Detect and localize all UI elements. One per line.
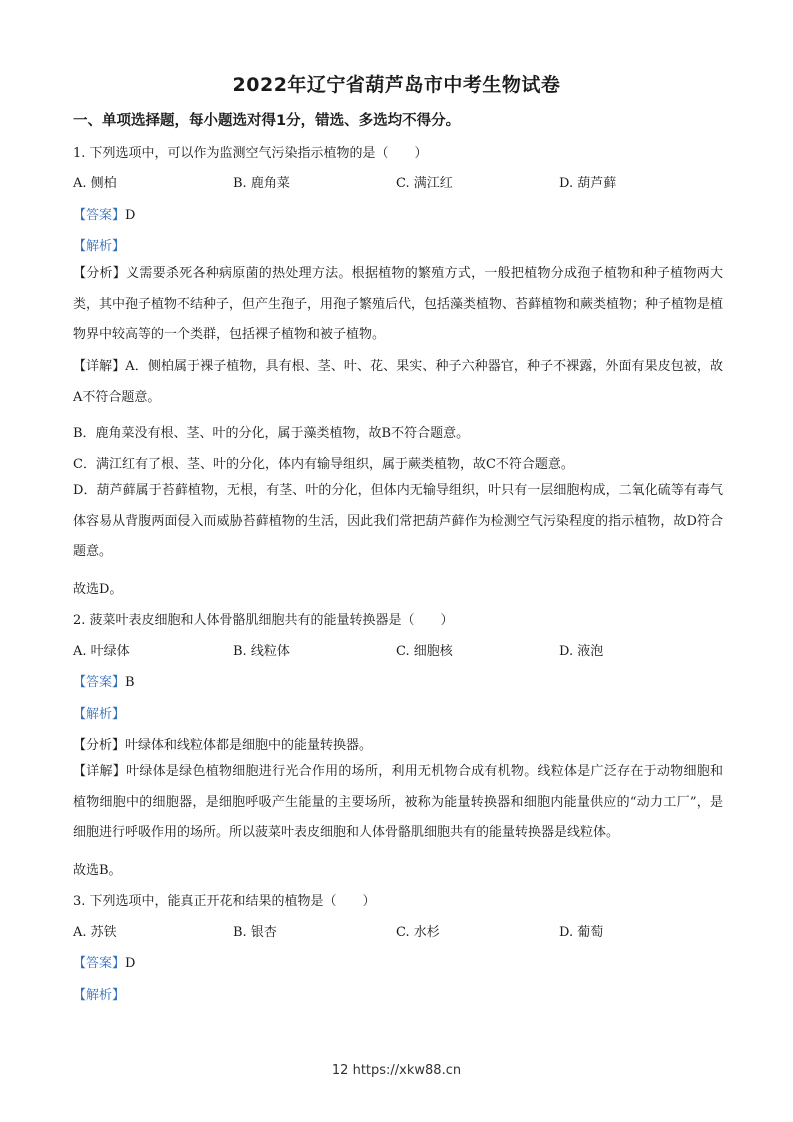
question-2-conclusion: 故选B。 — [73, 863, 122, 878]
question-1-xiangjie-a — [73, 352, 723, 413]
question-2-answer — [73, 671, 135, 690]
xiangjie-tag: 【详解】 — [73, 359, 126, 374]
option-d: D. 葡萄 — [559, 925, 604, 940]
answer-tag: 【答案】 — [73, 675, 126, 690]
xiangjie-tag: 【详解】 — [73, 764, 127, 779]
question-2-fenxi — [73, 734, 372, 753]
option-a: A. 叶绿体 — [73, 644, 130, 659]
question-1-answer — [73, 204, 135, 223]
option-a: A. 侧柏 — [73, 176, 117, 191]
question-1-options — [73, 172, 723, 192]
question-3-options — [73, 921, 723, 941]
option-d: D. 液泡 — [559, 644, 604, 659]
option-b: B. 银杏 — [233, 925, 277, 940]
option-c: C. 满江红 — [396, 176, 453, 191]
option-d: D. 葫芦藓 — [559, 176, 617, 191]
option-c: C. 水杉 — [396, 925, 440, 940]
answer-tag: 【答案】 — [73, 956, 126, 971]
question-3-stem: 3. 下列选项中，能真正开花和结果的植物是（ ） — [73, 894, 376, 909]
question-1-fenxi — [73, 259, 723, 351]
question-1-xiangjie-d: D．葫芦藓属于苔藓植物，无根，有茎、叶的分化，但体内无输导组织，叶只有一层细胞构成，二氧化硫等有毒气体容易从背腹两面侵入而威胁苔藓植物的生活，因此我们常把葫芦藓作为检测空气污染程度的指示植物，故D符合题意。 — [73, 483, 723, 559]
fenxi-tag: 【分析】 — [73, 738, 126, 753]
analysis-tag: 【解析】 — [73, 239, 126, 254]
question-3-analysis-tag — [73, 984, 125, 1003]
answer-value: D — [125, 208, 136, 223]
option-c: C. 细胞核 — [396, 644, 453, 659]
question-2-analysis-tag — [73, 703, 125, 722]
fenxi-tag: 【分析】 — [73, 266, 127, 281]
option-b: B. 鹿角菜 — [233, 176, 290, 191]
question-1-analysis-tag — [73, 235, 125, 254]
question-1-conclusion: 故选D。 — [73, 582, 123, 597]
xiangjie-text: 叶绿体是绿色植物细胞进行光合作用的场所，利用无机物合成有机物。线粒体是广泛存在于动物细胞和植物细胞中的细胞器，是细胞呼吸产生能量的主要场所，被称为能量转换器和细胞内能量供应的“动力工厂”，是细胞进行呼吸作用的场所。所以菠菜叶表皮细胞和人体骨骼肌细胞共有的能量转换器是线粒体。 — [73, 764, 723, 840]
question-2-xiangjie — [73, 757, 723, 849]
analysis-tag: 【解析】 — [73, 988, 126, 1003]
analysis-tag: 【解析】 — [73, 707, 126, 722]
question-2-stem: 2. 菠菜叶表皮细胞和人体骨骼肌细胞共有的能量转换器是（ ） — [73, 613, 454, 628]
question-1-xiangjie-b: B．鹿角菜没有根、茎、叶的分化，属于藻类植物，故B不符合题意。 — [73, 426, 470, 441]
option-a: A. 苏铁 — [73, 925, 117, 940]
section-heading: 一、单项选择题，每小题选对得1分，错选、多选均不得分。 — [73, 113, 461, 129]
question-2-options — [73, 640, 723, 660]
question-1-stem: 1. 下列选项中，可以作为监测空气污染指示植物的是（ ） — [73, 146, 428, 161]
fenxi-text: 叶绿体和线粒体都是细胞中的能量转换器。 — [125, 738, 373, 753]
question-1-xiangjie-c: C．满江红有了根、茎、叶的分化，体内有输导组织，属于蕨类植物，故C不符合题意。 — [73, 457, 574, 472]
question-3-answer — [73, 952, 135, 971]
answer-value: B — [125, 675, 135, 690]
answer-tag: 【答案】 — [73, 208, 126, 223]
answer-value: D — [125, 956, 136, 971]
xiangjie-a-text: A．侧柏属于裸子植物，具有根、茎、叶、花、果实、种子六种器官，种子不裸露，外面有果皮包被，故A不符合题意。 — [73, 359, 723, 405]
page-title: 2022年辽宁省葫芦岛市中考生物试卷 — [232, 74, 561, 96]
option-b: B. 线粒体 — [233, 644, 290, 659]
fenxi-text: 义需要杀死各种病原菌的热处理方法。根据植物的繁殖方式，一般把植物分成孢子植物和种子植物两大类，其中孢子植物不结种子，但产生孢子，用孢子繁殖后代，包括藻类植物、苔藓植物和蕨类植物；种子植物是植物界中较高等的一个类群，包括裸子植物和被子植物。 — [73, 266, 724, 342]
page-footer: 12 https://xkw88.cn — [331, 1063, 462, 1078]
